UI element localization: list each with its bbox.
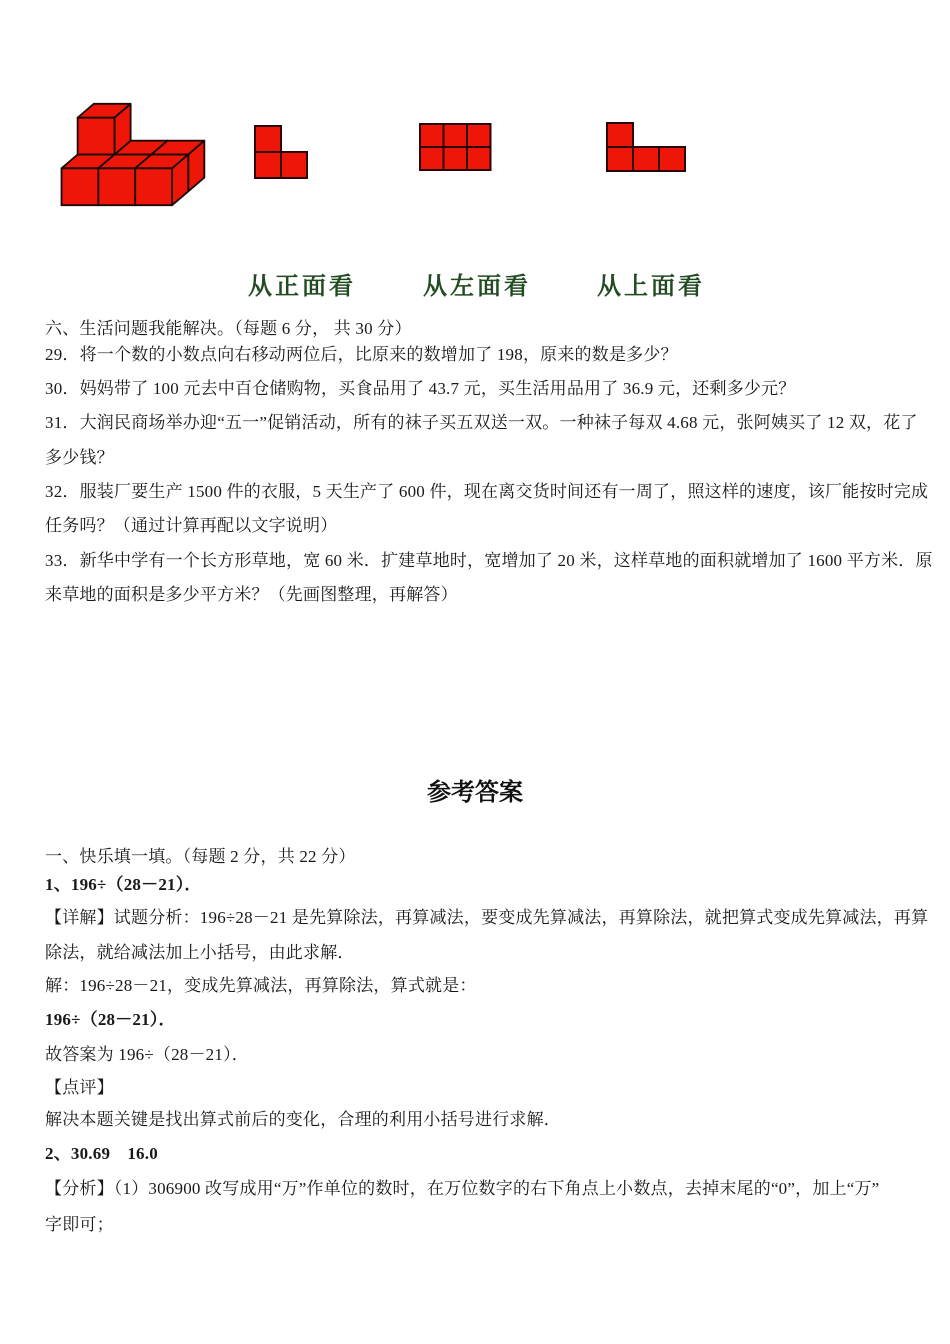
front-view-caption: 从正面看 bbox=[248, 274, 356, 300]
answer-1: 1、196÷（28－21）． bbox=[45, 875, 202, 894]
answer-2: 2、30.69 16.0 bbox=[45, 1144, 158, 1163]
answer-1-solution-line: 解：196÷28－21，变成先算减法，再算除法，算式就是： bbox=[45, 976, 477, 995]
question-32-continued: 任务吗？（通过计算再配以文字说明） bbox=[45, 516, 338, 535]
answer-1-conclusion: 故答案为 196÷（28－21）． bbox=[45, 1045, 249, 1064]
answer-2-analysis-line1: 【分析】（1）306900 改写成用“万”作单位的数时，在万位数字的右下角点上小数点，去掉末尾的“0”，加上“万” bbox=[45, 1179, 880, 1198]
question-31-continued: 多少钱？ bbox=[45, 448, 114, 467]
question-33: 33．新华中学有一个长方形草地，宽 60 米．扩建草地时，宽增加了 20 米，这样草地的面积就增加了 1600 平方米．原 bbox=[45, 551, 933, 570]
question-33-continued: 来草地的面积是多少平方米？（先画图整理，再解答） bbox=[45, 585, 458, 604]
cube-stack-3d-figure bbox=[50, 90, 217, 211]
section-six-header: 六、生活问题我能解决。（每题 6 分， 共 30 分） bbox=[45, 319, 412, 338]
answer-1-expression: 196÷（28－21）． bbox=[45, 1010, 176, 1029]
top-view-figure bbox=[605, 121, 687, 173]
question-31: 31．大润民商场举办迎“五一”促销活动，所有的袜子买五双送一双。一种袜子每双 4.68 元，张阿姨买了 12 双，花了 bbox=[45, 413, 918, 432]
question-30: 30．妈妈带了 100 元去中百仓储购物，买食品用了 43.7 元，买生活用品用了 36.9 元，还剩多少元？ bbox=[45, 379, 796, 398]
question-29: 29．将一个数的小数点向右移动两位后，比原来的数增加了 198，原来的数是多少？ bbox=[45, 345, 678, 364]
top-view-caption: 从上面看 bbox=[597, 274, 705, 300]
answer-1-comment-text: 解决本题关键是找出算式前后的变化，合理的利用小括号进行求解． bbox=[45, 1110, 561, 1129]
answers-section-one-header: 一、快乐填一填。（每题 2 分，共 22 分） bbox=[45, 847, 356, 866]
front-view-figure bbox=[253, 124, 309, 180]
left-view-figure bbox=[418, 122, 493, 172]
left-view-caption: 从左面看 bbox=[423, 274, 531, 300]
answer-1-explanation-line1: 【详解】试题分析：196÷28－21 是先算除法，再算减法，要变成先算减法，再算除法，就把算式变成先算减法，再算 bbox=[45, 908, 929, 927]
answer-1-explanation-line2: 除法，就给减法加上小括号，由此求解． bbox=[45, 943, 355, 962]
question-32: 32．服装厂要生产 1500 件的衣服，5 天生产了 600 件，现在离交货时间还有一周了，照这样的速度，该厂能按时完成 bbox=[45, 482, 929, 501]
answer-2-analysis-line2: 字即可； bbox=[45, 1215, 114, 1234]
answers-heading: 参考答案 bbox=[427, 780, 523, 806]
answer-1-comment-label: 【点评】 bbox=[45, 1078, 114, 1097]
